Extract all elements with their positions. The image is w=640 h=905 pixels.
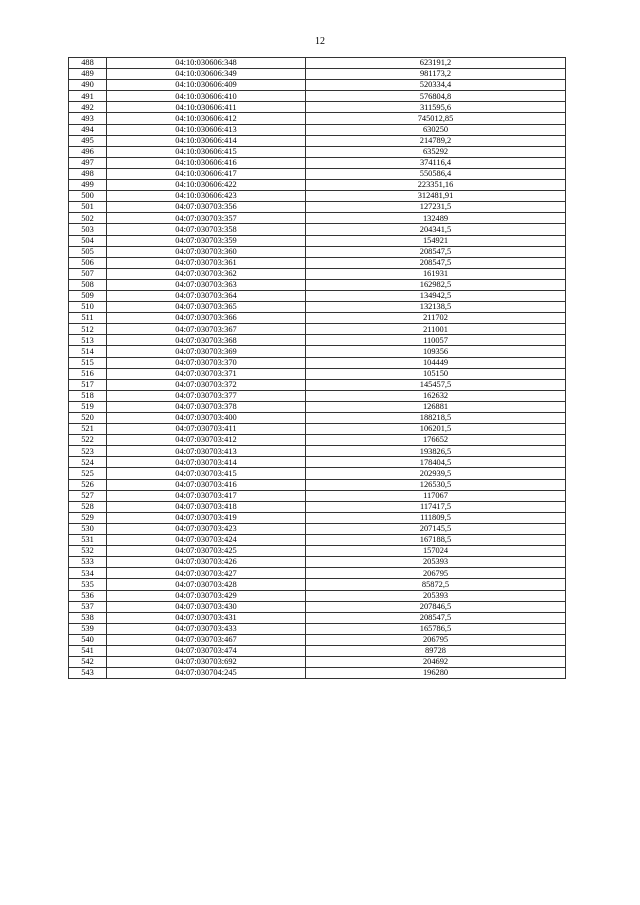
table-row (69, 91, 566, 102)
cadastral-number-cell: 04:07:030703:371 (107, 368, 306, 379)
cadastral-number-cell: 04:07:030703:366 (107, 313, 306, 324)
row-number-cell: 492 (69, 102, 107, 113)
row-number-cell: 517 (69, 379, 107, 390)
table-row (69, 168, 566, 179)
row-number-cell: 497 (69, 157, 107, 168)
cadastral-value-cell: 202939,5 (306, 468, 566, 479)
table-row (69, 668, 566, 679)
table-row (69, 612, 566, 623)
cadastral-value-cell: 208547,5 (306, 246, 566, 257)
table-row (69, 557, 566, 568)
cadastral-value-cell: 132489 (306, 213, 566, 224)
row-number-cell: 543 (69, 668, 107, 679)
row-number-cell: 512 (69, 324, 107, 335)
cadastral-number-cell: 04:07:030703:368 (107, 335, 306, 346)
cadastral-number-cell: 04:07:030703:467 (107, 634, 306, 645)
cadastral-value-cell: 89728 (306, 645, 566, 656)
cadastral-value-cell: 127231,5 (306, 202, 566, 213)
table-row (69, 113, 566, 124)
table-row (69, 58, 566, 69)
table-row (69, 69, 566, 80)
table-row (69, 590, 566, 601)
row-number-cell: 508 (69, 279, 107, 290)
cadastral-value-cell: 981173,2 (306, 69, 566, 80)
cadastral-number-cell: 04:07:030703:426 (107, 557, 306, 568)
cadastral-value-cell: 161931 (306, 268, 566, 279)
table-row (69, 180, 566, 191)
cadastral-number-cell: 04:07:030703:433 (107, 623, 306, 634)
row-number-cell: 507 (69, 268, 107, 279)
row-number-cell: 514 (69, 346, 107, 357)
table-row (69, 401, 566, 412)
row-number-cell: 513 (69, 335, 107, 346)
table-row (69, 435, 566, 446)
cadastral-number-cell: 04:07:030703:365 (107, 302, 306, 313)
row-number-cell: 525 (69, 468, 107, 479)
cadastral-number-cell: 04:07:030703:413 (107, 446, 306, 457)
table-row (69, 424, 566, 435)
cadastral-value-cell: 117067 (306, 490, 566, 501)
row-number-cell: 537 (69, 601, 107, 612)
cadastral-number-cell: 04:10:030606:410 (107, 91, 306, 102)
cadastral-number-cell: 04:07:030703:361 (107, 257, 306, 268)
cadastral-value-cell: 550586,4 (306, 168, 566, 179)
table-row (69, 157, 566, 168)
cadastral-number-cell: 04:10:030606:413 (107, 124, 306, 135)
cadastral-number-cell: 04:10:030606:423 (107, 191, 306, 202)
cadastral-number-cell: 04:07:030703:474 (107, 645, 306, 656)
cadastral-number-cell: 04:10:030606:348 (107, 58, 306, 69)
cadastral-number-cell: 04:07:030703:429 (107, 590, 306, 601)
cadastral-number-cell: 04:07:030703:411 (107, 424, 306, 435)
row-number-cell: 527 (69, 490, 107, 501)
cadastral-number-cell: 04:10:030606:422 (107, 180, 306, 191)
cadastral-value-cell: 223351,16 (306, 180, 566, 191)
cadastral-value-cell: 162982,5 (306, 279, 566, 290)
table-row (69, 634, 566, 645)
cadastral-value-cell: 204692 (306, 657, 566, 668)
row-number-cell: 531 (69, 535, 107, 546)
row-number-cell: 495 (69, 135, 107, 146)
row-number-cell: 491 (69, 91, 107, 102)
row-number-cell: 518 (69, 390, 107, 401)
row-number-cell: 494 (69, 124, 107, 135)
row-number-cell: 520 (69, 413, 107, 424)
row-number-cell: 505 (69, 246, 107, 257)
cadastral-value-cell: 165786,5 (306, 623, 566, 634)
cadastral-number-cell: 04:07:030703:378 (107, 401, 306, 412)
cadastral-value-cell: 311595,6 (306, 102, 566, 113)
table-row (69, 324, 566, 335)
table-row (69, 413, 566, 424)
row-number-cell: 488 (69, 58, 107, 69)
cadastral-value-cell: 374116,4 (306, 157, 566, 168)
cadastral-value-cell: 635292 (306, 146, 566, 157)
cadastral-value-cell: 204341,5 (306, 224, 566, 235)
table-row (69, 479, 566, 490)
cadastral-number-cell: 04:07:030703:362 (107, 268, 306, 279)
cadastral-number-cell: 04:10:030606:414 (107, 135, 306, 146)
table-row (69, 523, 566, 534)
table-row (69, 313, 566, 324)
cadastral-number-cell: 04:07:030703:418 (107, 501, 306, 512)
cadastral-value-cell: 109356 (306, 346, 566, 357)
row-number-cell: 535 (69, 579, 107, 590)
cadastral-number-cell: 04:10:030606:417 (107, 168, 306, 179)
cadastral-number-cell: 04:07:030703:400 (107, 413, 306, 424)
cadastral-number-cell: 04:10:030606:409 (107, 80, 306, 91)
cadastral-value-cell: 134942,5 (306, 290, 566, 301)
cadastral-value-cell: 85872,5 (306, 579, 566, 590)
table-row (69, 446, 566, 457)
cadastral-number-cell: 04:07:030703:424 (107, 535, 306, 546)
cadastral-number-cell: 04:07:030703:417 (107, 490, 306, 501)
table-body (69, 58, 566, 679)
cadastral-value-cell: 214789,2 (306, 135, 566, 146)
table-row (69, 535, 566, 546)
row-number-cell: 529 (69, 512, 107, 523)
row-number-cell: 541 (69, 645, 107, 656)
cadastral-value-cell: 193826,5 (306, 446, 566, 457)
row-number-cell: 534 (69, 568, 107, 579)
cadastral-number-cell: 04:07:030703:364 (107, 290, 306, 301)
table-row (69, 302, 566, 313)
cadastral-number-cell: 04:07:030703:430 (107, 601, 306, 612)
table-row (69, 246, 566, 257)
table-row (69, 346, 566, 357)
row-number-cell: 521 (69, 424, 107, 435)
row-number-cell: 528 (69, 501, 107, 512)
cadastral-number-cell: 04:07:030703:692 (107, 657, 306, 668)
table-row (69, 623, 566, 634)
cadastral-value-cell: 162632 (306, 390, 566, 401)
cadastral-value-cell: 520334,4 (306, 80, 566, 91)
cadastral-value-cell: 126881 (306, 401, 566, 412)
row-number-cell: 496 (69, 146, 107, 157)
row-number-cell: 536 (69, 590, 107, 601)
table-row (69, 135, 566, 146)
table-row (69, 601, 566, 612)
row-number-cell: 504 (69, 235, 107, 246)
row-number-cell: 516 (69, 368, 107, 379)
table-row (69, 146, 566, 157)
cadastral-number-cell: 04:07:030703:372 (107, 379, 306, 390)
cadastral-value-cell: 176652 (306, 435, 566, 446)
table-row (69, 579, 566, 590)
table-row (69, 657, 566, 668)
cadastral-number-cell: 04:07:030703:367 (107, 324, 306, 335)
cadastral-value-table (68, 57, 566, 679)
cadastral-number-cell: 04:07:030703:360 (107, 246, 306, 257)
cadastral-number-cell: 04:07:030703:431 (107, 612, 306, 623)
table-row (69, 279, 566, 290)
cadastral-number-cell: 04:10:030606:349 (107, 69, 306, 80)
row-number-cell: 489 (69, 69, 107, 80)
cadastral-value-cell: 126530,5 (306, 479, 566, 490)
table-row (69, 268, 566, 279)
cadastral-value-cell: 623191,2 (306, 58, 566, 69)
cadastral-number-cell: 04:07:030703:425 (107, 546, 306, 557)
row-number-cell: 530 (69, 523, 107, 534)
table-row (69, 102, 566, 113)
cadastral-value-cell: 205393 (306, 557, 566, 568)
row-number-cell: 510 (69, 302, 107, 313)
table-row (69, 213, 566, 224)
cadastral-number-cell: 04:07:030703:427 (107, 568, 306, 579)
table-row (69, 390, 566, 401)
table-row (69, 191, 566, 202)
row-number-cell: 515 (69, 357, 107, 368)
cadastral-value-cell: 157024 (306, 546, 566, 557)
cadastral-number-cell: 04:07:030703:428 (107, 579, 306, 590)
table-row (69, 235, 566, 246)
row-number-cell: 502 (69, 213, 107, 224)
table-row (69, 379, 566, 390)
row-number-cell: 509 (69, 290, 107, 301)
cadastral-value-cell: 208547,5 (306, 257, 566, 268)
row-number-cell: 519 (69, 401, 107, 412)
table-row (69, 501, 566, 512)
cadastral-number-cell: 04:07:030703:377 (107, 390, 306, 401)
cadastral-value-cell: 132138,5 (306, 302, 566, 313)
table-row (69, 512, 566, 523)
cadastral-value-cell: 196280 (306, 668, 566, 679)
table-row (69, 568, 566, 579)
cadastral-value-cell: 211702 (306, 313, 566, 324)
row-number-cell: 533 (69, 557, 107, 568)
row-number-cell: 526 (69, 479, 107, 490)
cadastral-value-cell: 106201,5 (306, 424, 566, 435)
cadastral-value-cell: 312481,91 (306, 191, 566, 202)
cadastral-number-cell: 04:07:030703:359 (107, 235, 306, 246)
cadastral-value-cell: 207145,5 (306, 523, 566, 534)
table-row (69, 546, 566, 557)
cadastral-number-cell: 04:07:030703:357 (107, 213, 306, 224)
cadastral-number-cell: 04:07:030703:415 (107, 468, 306, 479)
table-row (69, 80, 566, 91)
row-number-cell: 511 (69, 313, 107, 324)
table-row (69, 645, 566, 656)
cadastral-number-cell: 04:10:030606:415 (107, 146, 306, 157)
row-number-cell: 538 (69, 612, 107, 623)
table-row (69, 368, 566, 379)
row-number-cell: 542 (69, 657, 107, 668)
page-number: 12 (315, 36, 325, 47)
cadastral-value-cell: 105150 (306, 368, 566, 379)
cadastral-value-cell: 167188,5 (306, 535, 566, 546)
cadastral-value-cell: 110057 (306, 335, 566, 346)
cadastral-number-cell: 04:07:030703:412 (107, 435, 306, 446)
table-row (69, 257, 566, 268)
table-row (69, 468, 566, 479)
cadastral-number-cell: 04:07:030703:370 (107, 357, 306, 368)
table-row (69, 490, 566, 501)
table-row (69, 224, 566, 235)
table-row (69, 357, 566, 368)
row-number-cell: 540 (69, 634, 107, 645)
cadastral-value-cell: 576804,8 (306, 91, 566, 102)
row-number-cell: 500 (69, 191, 107, 202)
cadastral-number-cell: 04:07:030703:356 (107, 202, 306, 213)
table-row (69, 290, 566, 301)
cadastral-number-cell: 04:10:030606:411 (107, 102, 306, 113)
row-number-cell: 499 (69, 180, 107, 191)
cadastral-value-cell: 206795 (306, 634, 566, 645)
cadastral-value-cell: 745012,85 (306, 113, 566, 124)
table-row (69, 457, 566, 468)
table-row (69, 202, 566, 213)
cadastral-value-cell: 111809,5 (306, 512, 566, 523)
cadastral-number-cell: 04:07:030703:416 (107, 479, 306, 490)
cadastral-value-cell: 207846,5 (306, 601, 566, 612)
cadastral-number-cell: 04:07:030703:423 (107, 523, 306, 534)
cadastral-value-cell: 630250 (306, 124, 566, 135)
cadastral-number-cell: 04:07:030703:358 (107, 224, 306, 235)
row-number-cell: 493 (69, 113, 107, 124)
cadastral-value-cell: 205393 (306, 590, 566, 601)
row-number-cell: 532 (69, 546, 107, 557)
cadastral-value-cell: 178404,5 (306, 457, 566, 468)
row-number-cell: 523 (69, 446, 107, 457)
table-row (69, 124, 566, 135)
cadastral-value-cell: 208547,5 (306, 612, 566, 623)
row-number-cell: 524 (69, 457, 107, 468)
row-number-cell: 501 (69, 202, 107, 213)
cadastral-value-cell: 211001 (306, 324, 566, 335)
cadastral-value-cell: 154921 (306, 235, 566, 246)
cadastral-number-cell: 04:07:030703:363 (107, 279, 306, 290)
row-number-cell: 503 (69, 224, 107, 235)
cadastral-number-cell: 04:07:030703:369 (107, 346, 306, 357)
row-number-cell: 506 (69, 257, 107, 268)
cadastral-number-cell: 04:07:030703:414 (107, 457, 306, 468)
row-number-cell: 522 (69, 435, 107, 446)
row-number-cell: 490 (69, 80, 107, 91)
cadastral-value-cell: 117417,5 (306, 501, 566, 512)
cadastral-value-cell: 188218,5 (306, 413, 566, 424)
cadastral-value-cell: 104449 (306, 357, 566, 368)
table-row (69, 335, 566, 346)
cadastral-number-cell: 04:07:030703:419 (107, 512, 306, 523)
cadastral-number-cell: 04:10:030606:412 (107, 113, 306, 124)
row-number-cell: 498 (69, 168, 107, 179)
cadastral-value-cell: 145457,5 (306, 379, 566, 390)
cadastral-value-cell: 206795 (306, 568, 566, 579)
row-number-cell: 539 (69, 623, 107, 634)
cadastral-number-cell: 04:10:030606:416 (107, 157, 306, 168)
cadastral-number-cell: 04:07:030704:245 (107, 668, 306, 679)
